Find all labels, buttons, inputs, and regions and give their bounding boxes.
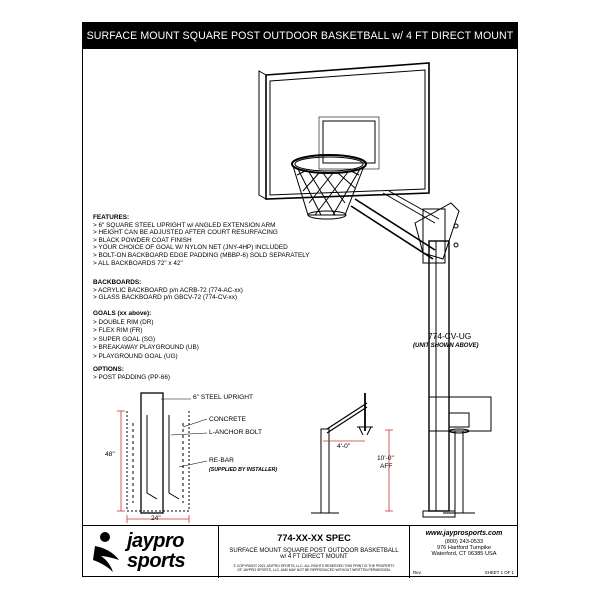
feature-item: > ALL BACKBOARDS 72" x 42" bbox=[93, 259, 183, 267]
option-item: > POST PADDING (PP-66) bbox=[93, 373, 171, 381]
model-number: 774-CV-UG bbox=[428, 331, 472, 341]
feature-item: > BLACK POWDER COAT FINISH bbox=[93, 236, 192, 244]
logo bbox=[83, 526, 219, 578]
contact-info bbox=[410, 526, 518, 578]
depth-dimension: 48" bbox=[105, 451, 115, 458]
spec-description-1: SURFACE MOUNT SQUARE POST OUTDOOR BASKETBALL bbox=[229, 548, 399, 554]
height-dimension: 10'-0" bbox=[377, 455, 394, 462]
features-heading: FEATURES: bbox=[93, 214, 130, 221]
goal-item: > SUPER GOAL (SG) bbox=[93, 335, 156, 343]
backboard-item: > ACRYLIC BACKBOARD p/n ACRB-72 (774-AC-xx) bbox=[93, 286, 243, 294]
copyright-line-2: OF JAYPRO SPORTS, LLC. AND MAY NOT BE REPRODUCED WITHOUT WRITTEN PERMISSION. bbox=[237, 568, 391, 572]
feature-item: > HEIGHT CAN BE ADJUSTED AFTER COURT RESURFACING bbox=[93, 229, 278, 237]
extension-dimension: 4'-0" bbox=[337, 443, 351, 450]
sheet-number: SHEET 1 OF 1 bbox=[484, 570, 514, 575]
logo-line-1: jaypro bbox=[127, 530, 185, 552]
title-block bbox=[83, 525, 517, 578]
spec-description-2: w/ 4 FT DIRECT MOUNT bbox=[280, 554, 348, 560]
website-link[interactable]: www.jayprosports.com bbox=[425, 530, 503, 537]
rebar-label: RE-BAR bbox=[209, 457, 234, 464]
options-heading: OPTIONS: bbox=[93, 366, 124, 373]
goals-list bbox=[93, 310, 199, 361]
upright-post-drawing bbox=[423, 224, 458, 517]
goal-item: > FLEX RIM (FR) bbox=[93, 327, 143, 335]
address-line-1: 976 Hartford Turnpike bbox=[436, 545, 492, 551]
front-view-drawing bbox=[429, 397, 491, 513]
height-note: AFF bbox=[380, 463, 393, 470]
concrete-label: CONCRETE bbox=[209, 416, 246, 423]
goals-heading: GOALS (xx above): bbox=[93, 310, 152, 317]
sheet-title: SURFACE MOUNT SQUARE POST OUTDOOR BASKETBALL w/ 4 FT DIRECT MOUNT bbox=[83, 23, 517, 49]
address-line-2: Waterford, CT 06385 USA bbox=[431, 551, 497, 557]
options-list bbox=[93, 366, 170, 381]
backboards-heading: BACKBOARDS: bbox=[93, 279, 142, 286]
side-view-drawing bbox=[311, 393, 393, 513]
foundation-detail-drawing bbox=[117, 393, 207, 523]
spec-info bbox=[219, 526, 410, 578]
feature-item: > YOUR CHOICE OF GOAL W/ NYLON NET (JNY-4HP) INCLUDED bbox=[93, 244, 288, 252]
anchor-label: L-ANCHOR BOLT bbox=[209, 429, 263, 436]
logo-line-2: sports bbox=[127, 550, 186, 572]
width-dimension: 24" bbox=[151, 515, 161, 522]
spec-title: 774-XX-XX SPEC bbox=[277, 533, 351, 543]
goal-item: > DOUBLE RIM (DR) bbox=[93, 318, 154, 326]
copyright-line-1: © COPYRIGHT 2021 JAYPRO SPORTS, LLC. ALL RIGHTS RESERVED THIS PRINT IS THE PROPERTY bbox=[233, 564, 395, 568]
feature-item: > 6" SQUARE STEEL UPRIGHT w/ ANGLED EXTENSION ARM bbox=[93, 221, 276, 229]
revision-label: Rev. bbox=[413, 570, 422, 575]
backboard-item: > GLASS BACKBOARD p/n GBCV-72 (774-CV-xx) bbox=[93, 294, 238, 302]
feature-item: > BOLT-ON BACKBOARD EDGE PADDING (MBBP-6) SOLD SEPARATELY bbox=[93, 251, 310, 259]
goal-item: > PLAYGROUND GOAL (UG) bbox=[93, 352, 178, 360]
backboards-list bbox=[93, 279, 243, 302]
model-caption: (UNIT SHOWN ABOVE) bbox=[413, 343, 479, 349]
features-list bbox=[93, 214, 310, 267]
jaypro-mark-icon bbox=[91, 530, 127, 574]
rebar-note: (SUPPLIED BY INSTALLER) bbox=[209, 467, 278, 473]
extension-arm-drawing bbox=[351, 191, 459, 263]
goal-item: > BREAKAWAY PLAYGROUND (UB) bbox=[93, 344, 199, 352]
spec-sheet bbox=[82, 22, 518, 577]
upright-label: 6" STEEL UPRIGHT bbox=[193, 394, 253, 401]
phone-number: (800) 243-0533 bbox=[444, 539, 484, 545]
